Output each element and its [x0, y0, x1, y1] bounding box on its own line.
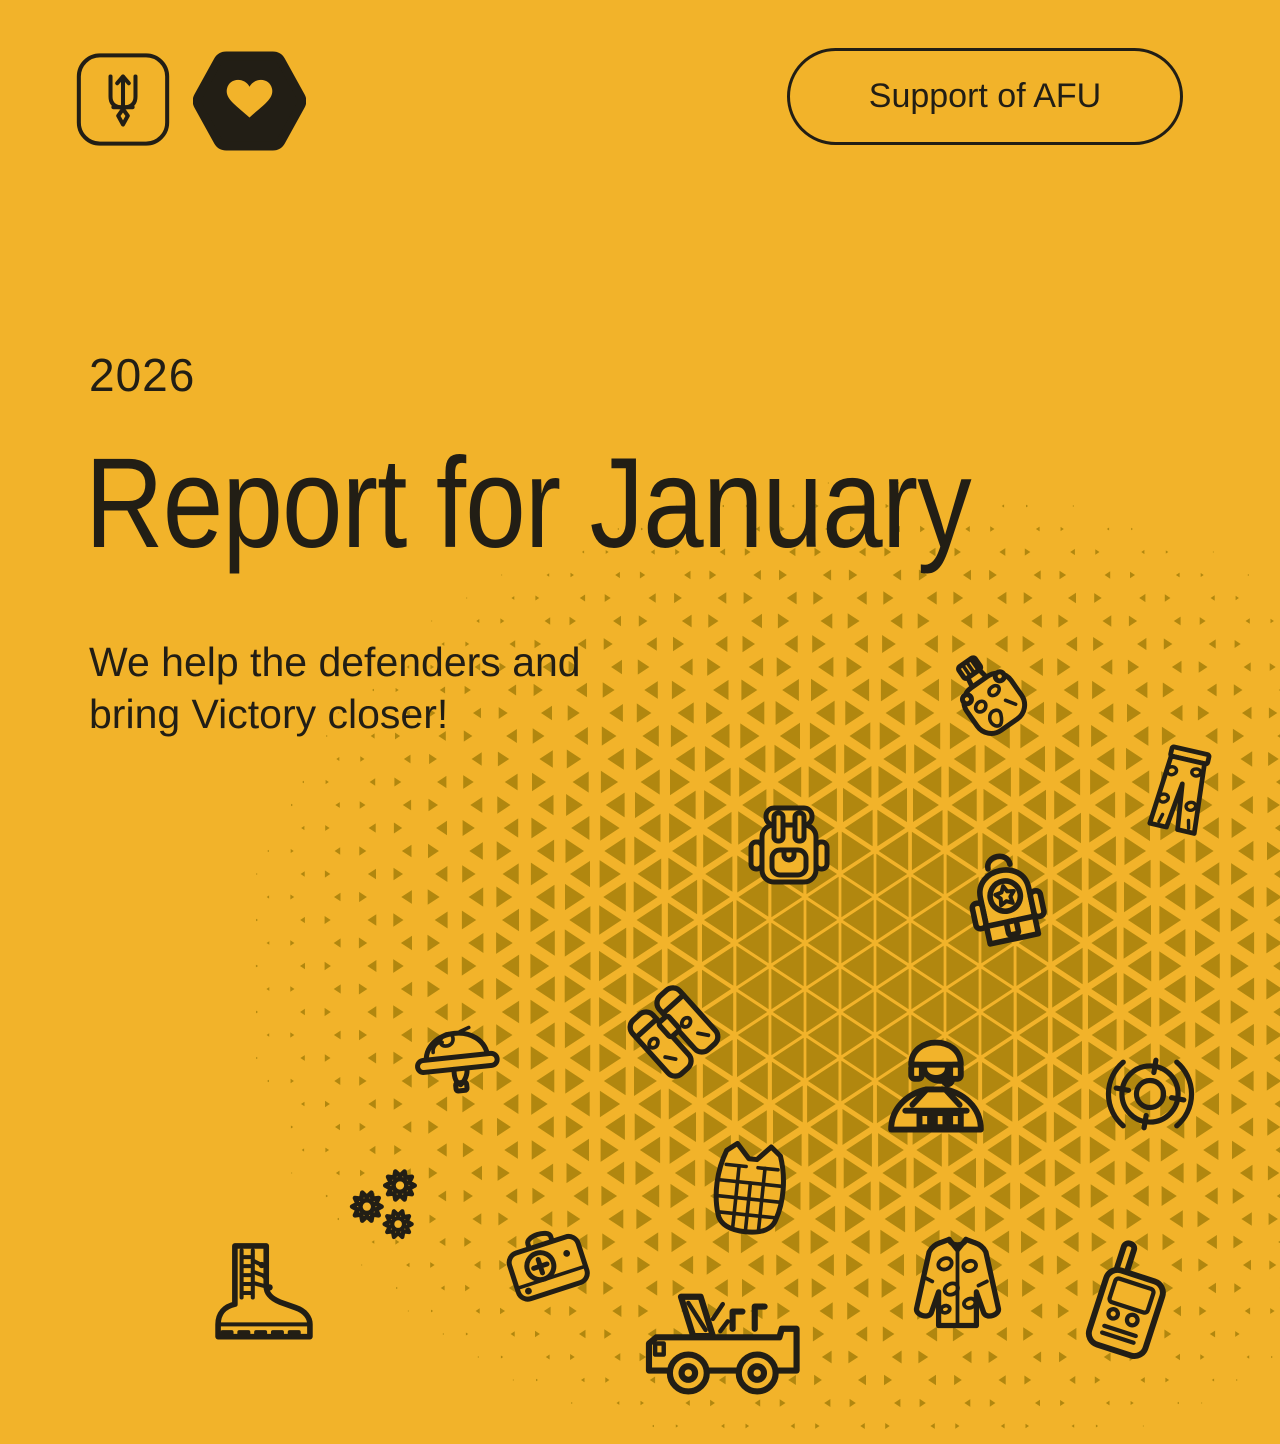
page-subtitle	[89, 636, 581, 740]
subtitle-line-1: We help the defenders and	[89, 639, 581, 685]
page-title: Report for January	[85, 432, 971, 575]
support-afu-button[interactable]: Support of AFU	[787, 48, 1183, 145]
subtitle-line-2: bring Victory closer!	[89, 691, 449, 737]
heart-hexagon-logo	[193, 46, 306, 156]
trident-logo	[75, 50, 171, 149]
year-label: 2026	[89, 349, 196, 401]
